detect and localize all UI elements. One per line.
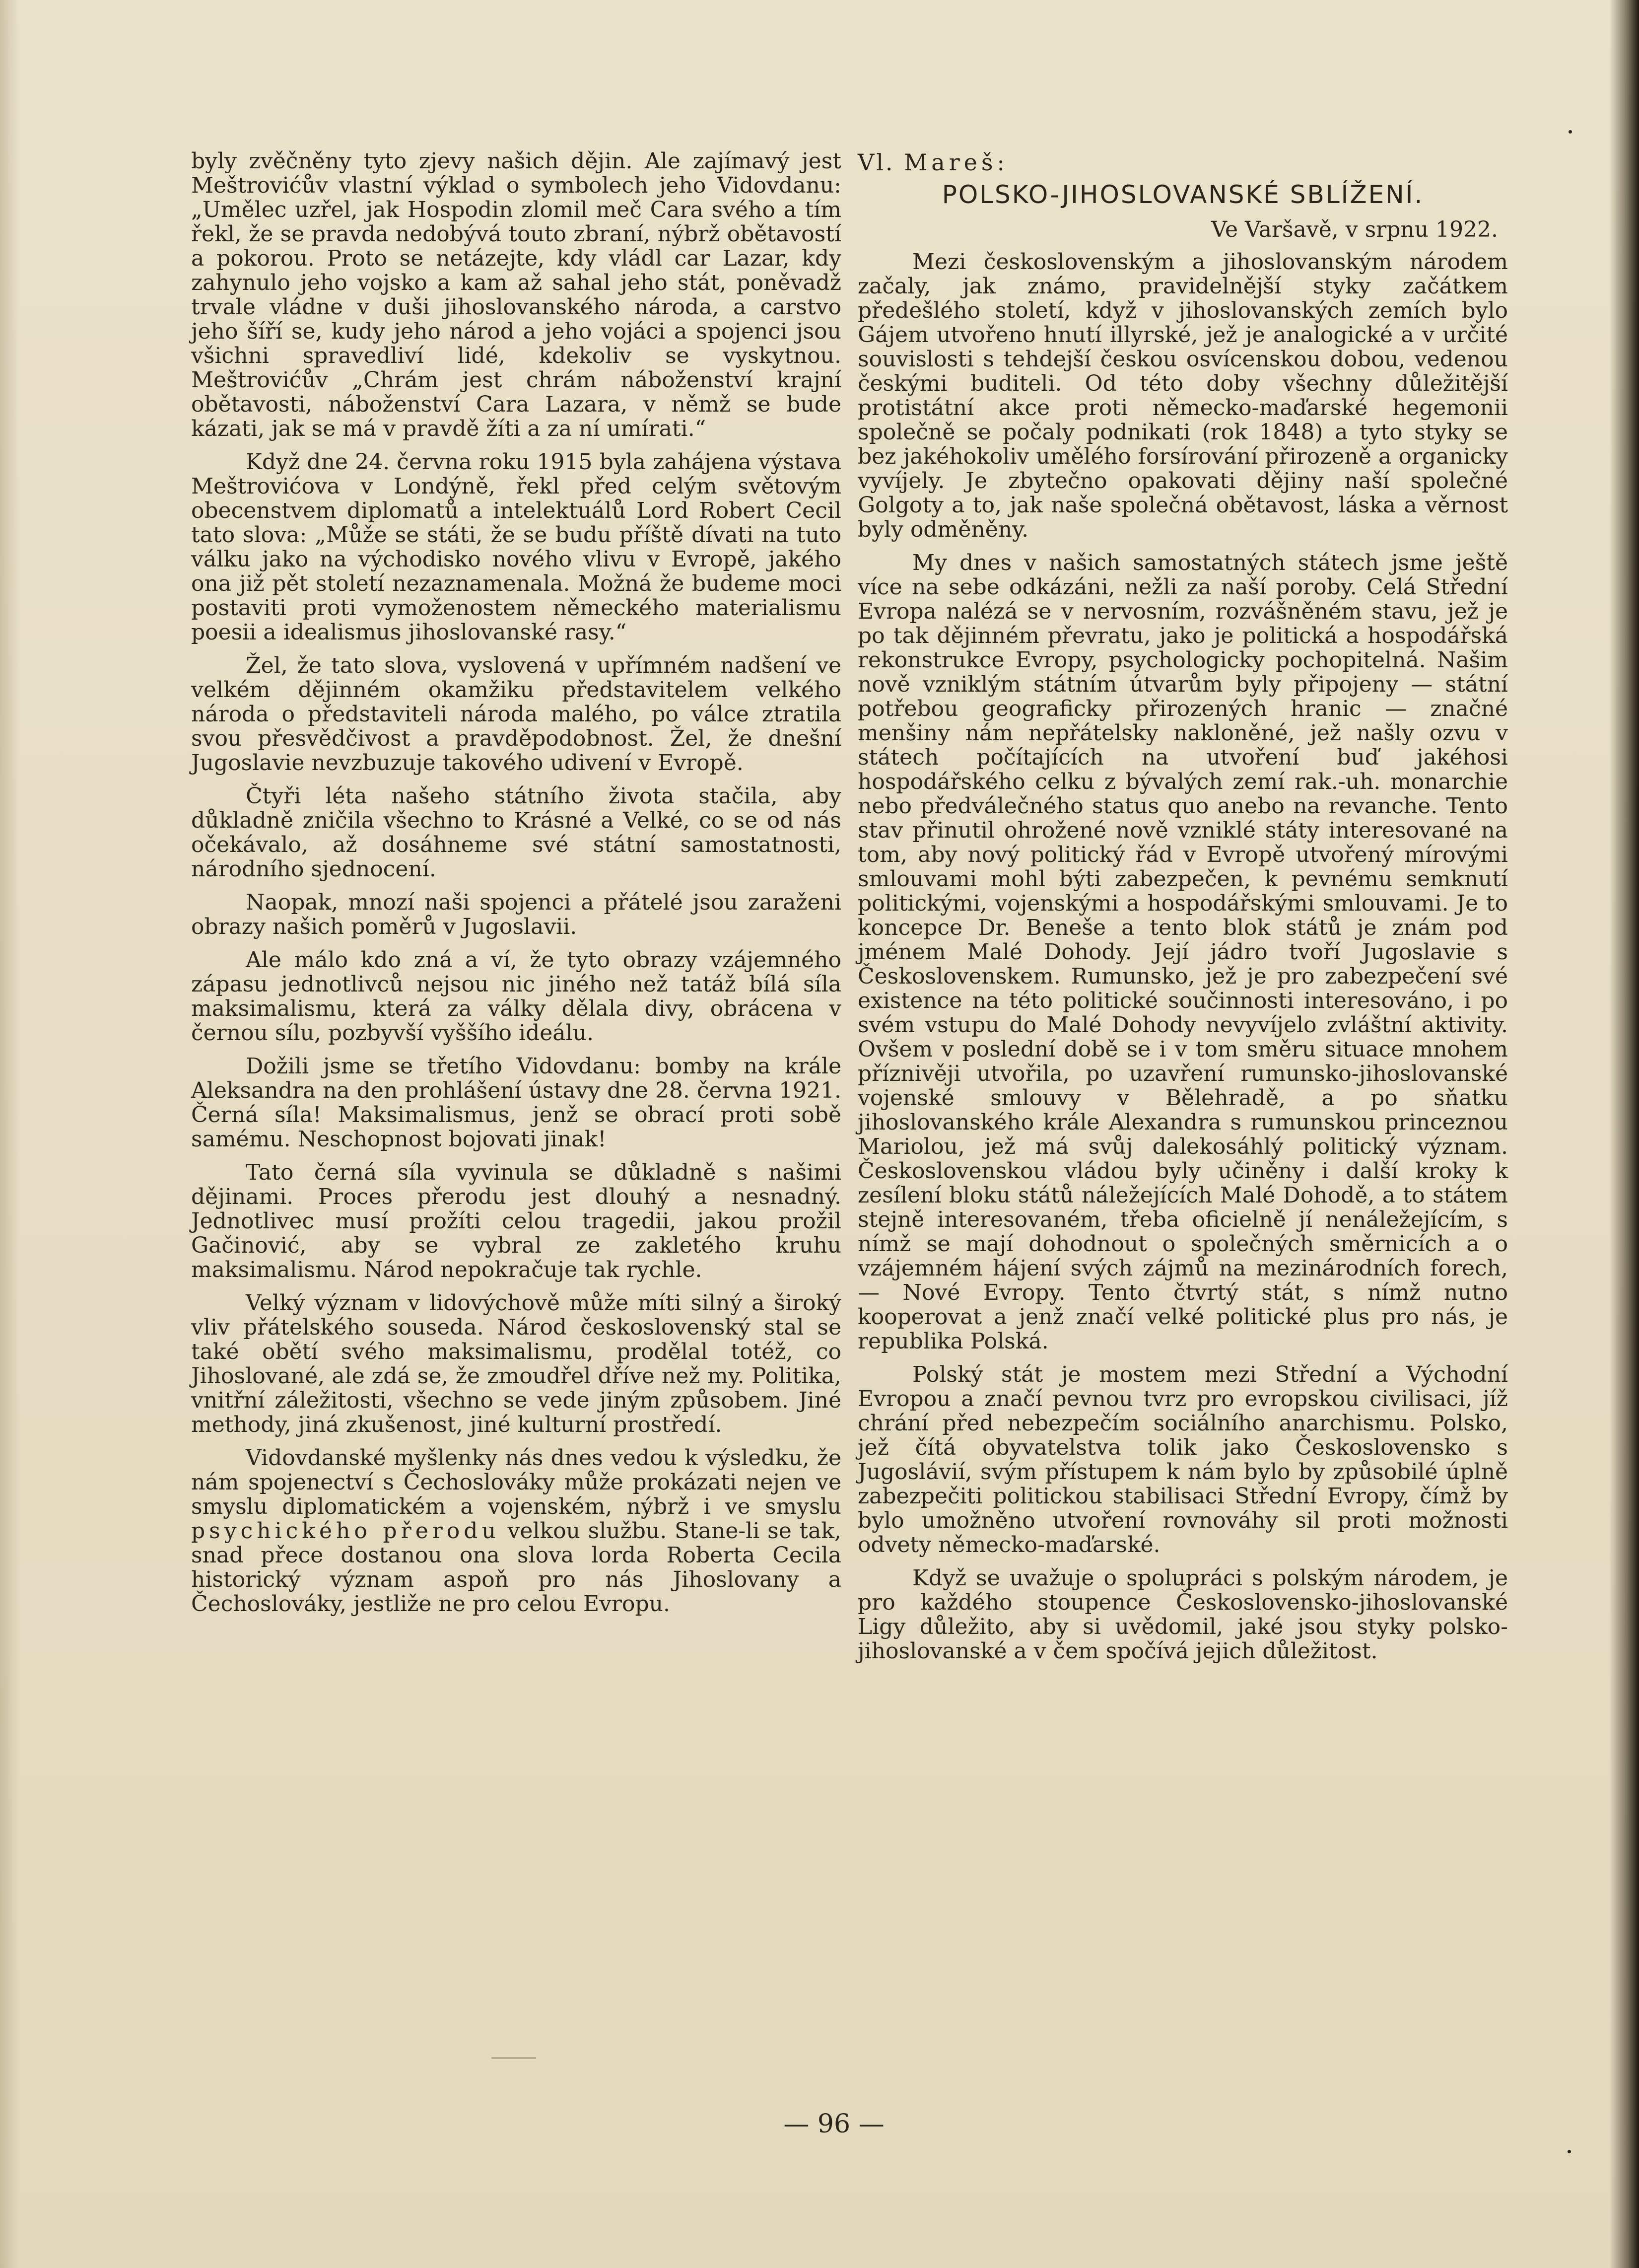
left-paragraph-1: byly zvěčněny tyto zjevy našich dějin. Ale zajímavý jest Meštrovićův vlastní výklad o symbolech jeho Vidovdanu: „Umělec uzřel, jak Hospodin zlomil meč Cara svého a tím řekl, že se pravda nedobývá touto zbraní, nýbrž obětavostí a pokorou. Proto se netázejte, kdy vládl car Lazar, kdy zahynulo jeho vojsko a kam až sahal jeho stát, poněvadž trvale vládne v duši jihoslovanského národa, a carstvo jeho šíří se, kudy jeho národ a jeho vojáci a spojenci jsou všichni spravedliví lidé, kdekoliv se vyskytnou. Meštrovićův „Chrám jest chrám náboženství krajní obětavosti, náboženství Cara Lazara, v němž se bude kázati, jak se má v pravdě žíti a za ní umírati.“ bbox=[191, 148, 841, 441]
left-paragraph-6: Ale málo kdo zná a ví, že tyto obrazy vzájemného zápasu jednotlivců nejsou nic jiného než tatáž bílá síla maksimalismu, která za války dělala divy, obrácena v černou sílu, pozbyvší vyššího ideálu. bbox=[191, 947, 841, 1046]
right-paragraph-1: Mezi československým a jihoslovanským národem začaly, jak známo, pravidelnější styky začátkem předešlého století, když v jihoslovanských zemích bylo Gájem utvořeno hnutí illyrské, jež je analogické a v určité souvislosti s tehdejší českou osvícenskou dobou, vedenou českými buditeli. Od této doby všechny důležitější protistátní akce proti německo-maďarské hegemonii společně se počaly podnikati (rok 1848) a tyto styky se bez jakéhokoliv umělého forsírování přirozeně a organicky vyvíjely. Je zbytečno opakovati dějiny naší společné Golgoty a to, jak naše společná obětavost, láska a věrnost byly odměněny. bbox=[858, 249, 1508, 542]
author-surname: Mareš: bbox=[904, 149, 1009, 176]
page-edge-shadow bbox=[1609, 0, 1639, 2268]
right-paragraph-2: My dnes v našich samostatných státech jsme ještě více na sebe odkázáni, nežli za naší poroby. Celá Střední Evropa nalézá se v nervosním, rozvášněném stavu, jež je po tak dějinném převratu, jako je politická a hospodářská rekonstrukce Evropy, psychologicky pochopitelná. Našim nově vzniklým státním útvarům byly připojeny — státní potřebou geograficky přirozených hranic — značné menšiny nám nepřátelsky nakloněné, jež našly ozvu v státech počítajících na utvoření buď jakéhosi hospodářského celku z bývalých zemí rak.-uh. monarchie nebo předválečného status quo anebo na revanche. Tento stav přinutil ohrožené nově vzniklé státy interesované na tom, aby nový politický řád v Evropě utvořený mírovými smlouvami mohl býti zabezpečen, k pevnému semknutí politickými, vojenskými a hospodářskými smlouvami. Je to koncepce Dr. Beneše a tento blok států je znám pod jménem Malé Dohody. Její jádro tvoří Jugoslavie s Československem. Rumunsko, jež je pro zabezpečení své existence na této politické součinnosti interesováno, i po svém vstupu do Malé Dohody nevyvíjelo zvláštní aktivity. Ovšem v poslední době se i v tom směru situace mnohem příznivěji utvořila, po uzavření rumunsko-jihoslovanské vojenské smlouvy v Bělehradě, a po sňatku jihoslovanského krále Alexandra s rumunskou princeznou Mariolou, jež má svůj dalekosáhlý politický význam. Československou vládou byly učiněny i další kroky k zesílení bloku států náležejících Malé Dohodě, a to státem stejně interesovaném, třeba oficielně jí nenáležejícím, s nímž se mají dohodnout o společných směrnicích a o vzájemném hájení svých zájmů na mezinárodních forech, — Nové Evropy. Tento čtvrtý stát, s nímž nutno kooperovat a jenž značí velké politické plus pro nás, je republika Polská. bbox=[858, 550, 1508, 1354]
binding-shade bbox=[0, 0, 20, 2268]
left-paragraph-10-after: velkou službu. Stane-li se tak, snad přece dostanou ona slova lorda Roberta Cecila historický význam aspoň pro nás Jihoslovany a Čechoslováky, jestliže ne pro celou Evropu. bbox=[191, 1518, 841, 1617]
column-end-rule bbox=[491, 2057, 536, 2059]
right-column bbox=[858, 149, 1508, 1672]
left-paragraph-10 bbox=[191, 1446, 841, 1616]
margin-speck bbox=[1569, 130, 1572, 134]
article-author bbox=[858, 149, 1508, 176]
article-title: POLSKO-JIHOSLOVANSKÉ SBLÍŽENÍ. bbox=[942, 180, 1424, 209]
left-paragraph-3: Žel, že tato slova, vyslovená v upřímném nadšení ve velkém dějinném okamžiku představitelem velkého národa o představiteli národa malého, po válce ztratila svou přesvědčivost a pravděpodobnost. Žel, že dnešní Jugoslavie nevzbuzuje takového udivení v Evropě. bbox=[191, 653, 841, 776]
margin-speck bbox=[1568, 2150, 1571, 2153]
left-paragraph-4: Čtyři léta našeho státního života stačila, aby důkladně zničila všechno to Krásné a Velké, co se od nás očekávalo, až dosáhneme své státní samostatnosti, národního sjednocení. bbox=[191, 783, 841, 882]
article-dateline: Ve Varšavě, v srpnu 1922. bbox=[1211, 217, 1498, 242]
spaced-emphasis: psychického přerodu bbox=[191, 1518, 500, 1544]
page-number: — 96 — bbox=[783, 2109, 885, 2139]
left-paragraph-8: Tato černá síla vyvinula se důkladně s našimi dějinami. Proces přerodu jest dlouhý a nesnadný. Jednotlivec musí prožíti celou tragedii, jakou prožil Gačinović, aby se vybral ze zakletého kruhu maksimalismu. Národ nepokračuje tak rychle. bbox=[191, 1160, 841, 1282]
left-paragraph-10-before: Vidovdanské myšlenky nás dnes vedou k výsledku, že nám spojenectví s Čechoslováky může prokázati nejen ve smyslu diplomatickém a vojenském, nýbrž i ve smyslu bbox=[191, 1445, 841, 1519]
left-paragraph-7: Dožili jsme se třetího Vidovdanu: bomby na krále Aleksandra na den prohlášení ústavy dne 28. června 1921. Černá síla! Maksimalismus, jenž se obrací proti sobě samému. Neschopnost bojovati jinak! bbox=[191, 1054, 841, 1152]
right-paragraph-3: Polský stát je mostem mezi Střední a Východní Evropou a značí pevnou tvrz pro evropskou civilisaci, jíž chrání před nebezpečím sociálního anarchismu. Polsko, jež čítá obyvatelstva tolik jako Československo s Jugoslávií, svým přístupem k nám bylo by způsobilé úplně zabezpečiti politickou stabilisaci Střední Evropy, čímž by bylo umožněno utvoření rovnováhy sil proti možnosti odvety německo-maďarské. bbox=[858, 1362, 1508, 1558]
left-paragraph-9: Velký význam v lidovýchově může míti silný a široký vliv přátelského souseda. Národ československý stal se také obětí svého maksimalismu, prodělal totéž, co Jihoslované, ale zdá se, že zmoudřel dříve než my. Politika, vnitřní záležitosti, všechno se vede jiným způsobem. Jiné methody, jiná zkušenost, jiné kulturní prostředí. bbox=[191, 1290, 841, 1437]
left-column bbox=[191, 149, 841, 1625]
left-paragraph-5: Naopak, mnozí naši spojenci a přátelé jsou zaraženi obrazy našich poměrů v Jugoslavii. bbox=[191, 890, 841, 939]
left-paragraph-2: Když dne 24. června roku 1915 byla zahájena výstava Meštrovićova v Londýně, řekl před celým světovým obecenstvem diplomatů a intelektuálů Lord Robert Cecil tato slova: „Může se státi, že se budu příště dívati na tuto válku jako na východisko nového vlivu v Evropě, jakého ona již pět století nezaznamenala. Možná že budeme moci postaviti proti vymoženostem německého materialismu poesii a idealismus jihoslovanské rasy.“ bbox=[191, 449, 841, 645]
author-initial: Vl. bbox=[858, 149, 895, 176]
right-paragraph-4: Když se uvažuje o spolupráci s polským národem, je pro každého stoupence Československo-jihoslovanské Ligy důležito, aby si uvědomil, jaké jsou styky polsko-jihoslovanské a v čem spočívá jejich důležitost. bbox=[858, 1565, 1508, 1664]
